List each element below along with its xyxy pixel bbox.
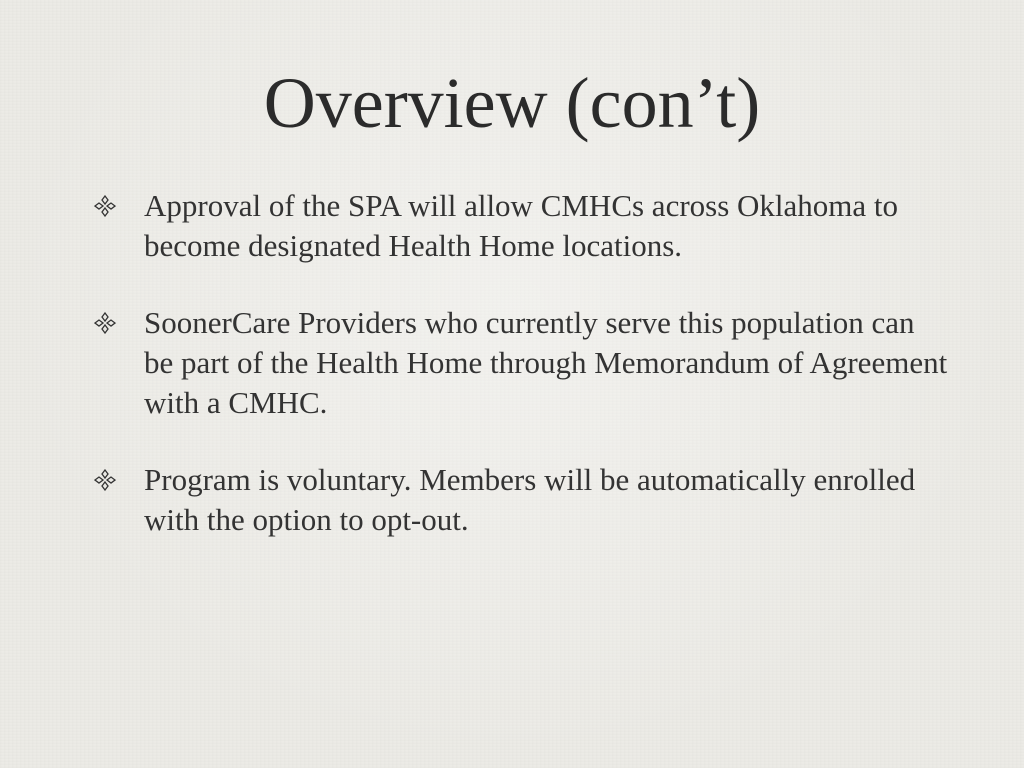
bullet-text: Approval of the SPA will allow CMHCs across Oklahoma to become designated Health Home locations.	[144, 188, 899, 263]
bullet-item	[90, 460, 950, 540]
bullet-item	[90, 303, 950, 423]
four-diamond-bullet-icon	[94, 469, 116, 491]
bullet-item	[90, 186, 950, 266]
slide-title: Overview (con’t)	[263, 63, 761, 143]
bullet-list	[90, 186, 950, 540]
bullet-text: Program is voluntary. Members will be automatically enrolled with the option to opt-out.	[144, 462, 916, 537]
four-diamond-bullet-icon	[94, 312, 116, 334]
bullet-text: SoonerCare Providers who currently serve this population can be part of the Health Home through Memorandum of Agreement with a CMHC.	[144, 305, 948, 420]
four-diamond-bullet-icon	[94, 195, 116, 217]
